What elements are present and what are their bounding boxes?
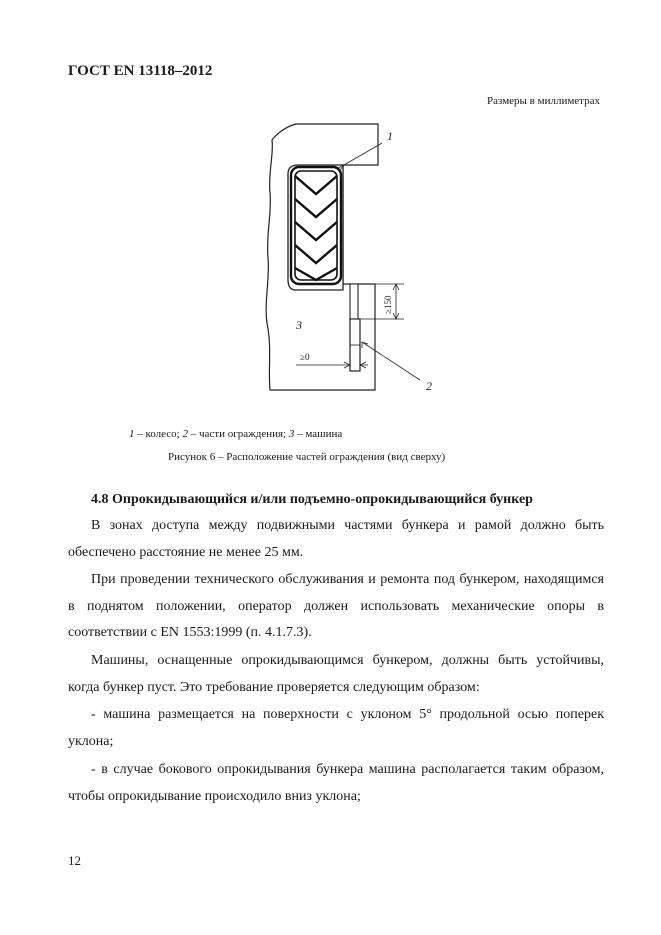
units-note: Размеры в миллиметрах: [487, 95, 600, 107]
legend-text-3: – машина: [294, 428, 343, 440]
section-heading: 4.8 Опрокидывающийся и/или подъемно-опрокидывающийся бункер: [91, 492, 533, 507]
dimension-gap: [358, 284, 404, 319]
callout-2: 2: [426, 379, 432, 393]
legend-num-2: 2: [182, 428, 188, 440]
page-number: 12: [68, 853, 81, 868]
paragraph: В зонах доступа между подвижными частями бункера и рамой должно быть обеспечено расстояние не менее 25 мм.: [68, 518, 604, 560]
paragraph: - в случае бокового опрокидывания бункера машина располагается таким образом, чтобы опрокидывание происходило вниз уклона;: [68, 762, 604, 804]
legend-text-1: – колесо;: [134, 428, 183, 440]
dimension-zero-label: ≥0: [300, 352, 310, 362]
legend-text-2: – части ограждения;: [187, 428, 289, 440]
dimension-gap-label: ≥150: [383, 295, 393, 314]
figure-caption: Рисунок 6 – Расположение частей ограждения (вид сверху): [168, 451, 446, 463]
standard-title: ГОСТ EN 13118–2012: [68, 63, 213, 79]
guard-layout-figure: [258, 118, 458, 408]
figure-legend: [129, 428, 342, 440]
paragraph: - машина размещается на поверхности с уклоном 5° продольной осью поперек уклона;: [68, 707, 604, 749]
callout-3: 3: [296, 318, 302, 332]
legend-num-1: 1: [129, 428, 135, 440]
paragraph: При проведении технического обслуживания и ремонта под бункером, находящимся в поднятом положении, оператор должен использовать механические опоры в соответствии с EN 1553:1999 (п. 4.1.7.3).: [68, 572, 604, 641]
legend-num-3: 3: [288, 428, 295, 440]
callout-1: 1: [387, 129, 393, 143]
guard-part: [350, 284, 358, 319]
paragraph: Машины, оснащенные опрокидывающимся бункером, должны быть устойчивы, когда бункер пуст. Это требование проверяется следующим образом:: [68, 653, 604, 695]
